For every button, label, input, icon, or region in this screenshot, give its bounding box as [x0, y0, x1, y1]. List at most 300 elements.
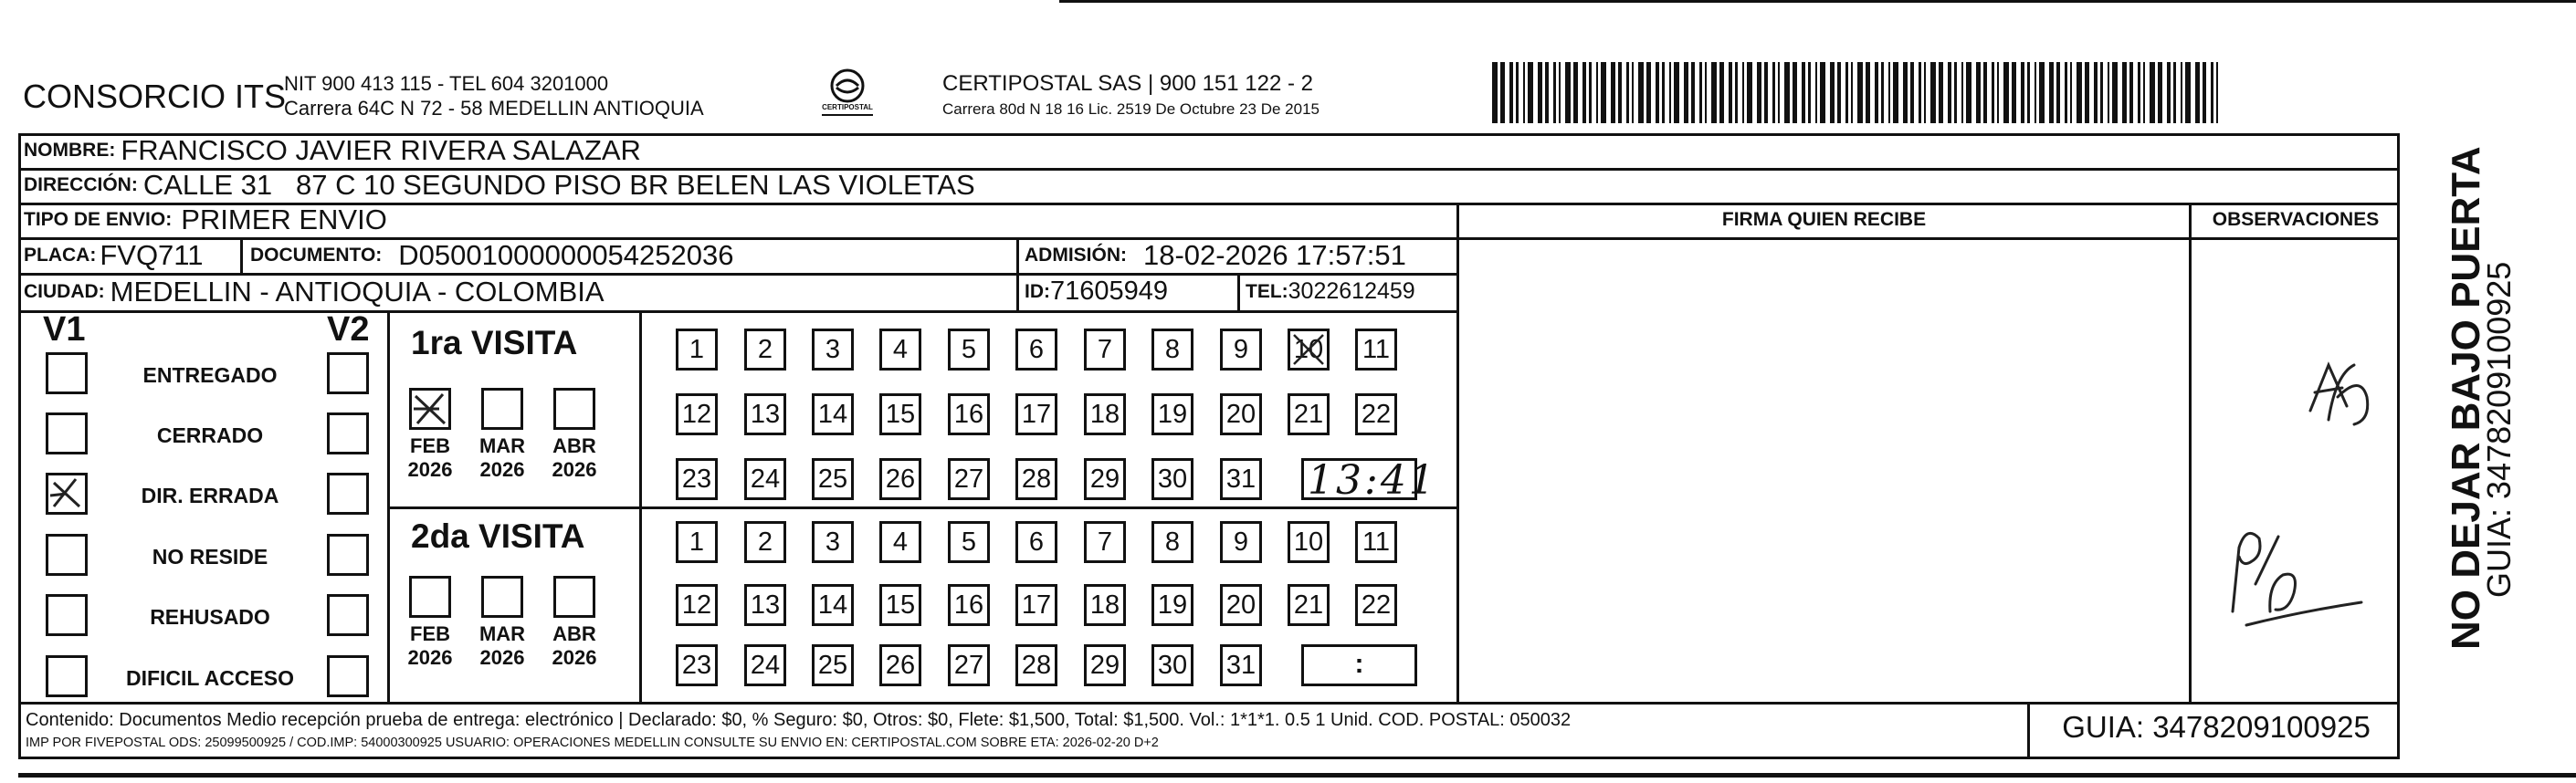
day-cell[interactable]: [879, 329, 921, 371]
barcode-bar: [1596, 62, 1598, 123]
day-number: 13: [750, 590, 781, 620]
barcode-bar: [2195, 62, 2200, 123]
day-number: 11: [1362, 335, 1391, 364]
barcode-bar: [2094, 62, 2098, 123]
barcode-bar: [1559, 62, 1561, 123]
barcode-bar: [2158, 62, 2162, 123]
id-cell: [1025, 273, 1168, 310]
tipo-value: PRIMER ENVIO: [181, 204, 387, 235]
day-number: 8: [1164, 335, 1181, 364]
day-cell[interactable]: [676, 458, 718, 500]
day-cell[interactable]: [879, 393, 921, 435]
day-cell[interactable]: [948, 521, 990, 563]
placa-value: FVQ711: [100, 238, 204, 271]
barcode-bar: [2085, 62, 2089, 123]
day-cell[interactable]: [744, 393, 786, 435]
day-cell[interactable]: [948, 329, 990, 371]
row-line: [18, 310, 1456, 313]
day-number: 29: [1089, 651, 1120, 680]
barcode-bar: [1523, 62, 1525, 123]
day-number: 19: [1157, 590, 1188, 620]
barcode-bar: [1966, 62, 1971, 123]
status-option-label: DIR. ERRADA: [141, 484, 279, 507]
barcode-bar: [1948, 62, 1951, 123]
day-number: 4: [892, 527, 909, 557]
day-number: 7: [1097, 335, 1113, 364]
day-cell[interactable]: [676, 329, 718, 371]
barcode-bar: [1516, 62, 1519, 123]
barcode-bar: [2122, 62, 2127, 123]
month-checkbox[interactable]: [409, 576, 451, 618]
status-option-label: REHUSADO: [150, 605, 270, 629]
barcode-bar: [1729, 62, 1732, 123]
day-number: 5: [961, 335, 977, 364]
v2-checkbox[interactable]: [327, 594, 369, 636]
month-name: ABR: [552, 434, 596, 457]
day-cell[interactable]: [1220, 584, 1262, 626]
day-number: 1: [689, 527, 705, 557]
v1-header: V1: [43, 310, 86, 349]
day-number: 12: [681, 400, 712, 429]
carrier-line-1: CERTIPOSTAL SAS | 900 151 122 - 2: [942, 71, 1313, 96]
tel-label: TEL:: [1246, 280, 1288, 302]
day-number: 6: [1028, 527, 1045, 557]
placa-label: PLACA:: [24, 244, 97, 266]
barcode-bar: [1747, 62, 1752, 123]
day-number: 21: [1293, 590, 1324, 620]
month-year: 2026: [407, 458, 453, 481]
carrier-line-2: Carrera 80d N 18 16 Lic. 2519 De Octubre 23 De 2015: [942, 100, 1320, 118]
ciudad-cell: [24, 273, 605, 310]
day-number: 3: [825, 527, 841, 557]
month-checkbox[interactable]: [481, 388, 523, 430]
v1-checkbox[interactable]: [46, 412, 88, 454]
day-cell[interactable]: [744, 329, 786, 371]
col-line: [2027, 702, 2030, 759]
day-cell[interactable]: [879, 521, 921, 563]
company-line-2: Carrera 64C N 72 - 58 MEDELLIN ANTIOQUIA: [284, 97, 704, 120]
day-cell[interactable]: [1151, 521, 1193, 563]
v2-header: V2: [327, 310, 370, 349]
barcode-bar: [1983, 62, 1987, 123]
day-cell[interactable]: [744, 644, 786, 686]
month-label: [470, 434, 534, 482]
top-edge-line: [1059, 0, 2576, 3]
barcode-bar: [1626, 62, 1629, 123]
day-cell[interactable]: [1015, 521, 1057, 563]
barcode-bar: [1618, 62, 1622, 123]
barcode-bar: [2065, 62, 2067, 123]
barcode-bar: [1565, 62, 1571, 123]
day-cell[interactable]: [1084, 393, 1126, 435]
barcode-bar: [1589, 62, 1592, 123]
day-number: 29: [1089, 465, 1120, 494]
barcode-bar: [1888, 62, 1890, 123]
day-cell[interactable]: [1220, 644, 1262, 686]
logo-text: CERTIPOSTAL: [822, 103, 873, 111]
barcode-bar: [1509, 62, 1513, 123]
day-number: 28: [1021, 651, 1052, 680]
day-cell[interactable]: [676, 393, 718, 435]
barcode-bar: [1538, 62, 1542, 123]
ciudad-value: MEDELLIN - ANTIOQUIA - COLOMBIA: [110, 275, 605, 308]
day-number: 14: [817, 400, 848, 429]
day-cell[interactable]: [1288, 393, 1330, 435]
visit-1-title: 1ra VISITA: [411, 324, 578, 361]
col-line: [1237, 273, 1240, 310]
day-number: 23: [681, 465, 712, 494]
barcode-bar: [2027, 62, 2030, 123]
day-cell[interactable]: [676, 521, 718, 563]
tipo-label: TIPO DE ENVIO:: [24, 209, 173, 230]
day-number: 7: [1097, 527, 1113, 557]
day-number: 20: [1225, 590, 1256, 620]
nombre-row: [24, 133, 641, 168]
barcode-bar: [1808, 62, 1811, 123]
visit-2-title: 2da VISITA: [411, 517, 585, 555]
barcode-bar: [1545, 62, 1549, 123]
day-number: 31: [1225, 465, 1256, 494]
barcode-bar: [1764, 62, 1768, 123]
day-cell[interactable]: [1220, 521, 1262, 563]
day-cell[interactable]: [812, 521, 854, 563]
barcode-bar: [1815, 62, 1817, 123]
nombre-label: NOMBRE:: [24, 140, 116, 161]
day-number: 3: [825, 335, 841, 364]
day-cell[interactable]: [812, 329, 854, 371]
barcode-bar: [1784, 62, 1790, 123]
day-cell[interactable]: [1151, 329, 1193, 371]
barcode-bar: [2012, 62, 2016, 123]
day-cell[interactable]: [744, 458, 786, 500]
day-number: 10: [1293, 335, 1324, 364]
day-number: 18: [1089, 400, 1120, 429]
day-cell[interactable]: [1151, 458, 1193, 500]
day-number: 9: [1233, 335, 1249, 364]
barcode-bar: [1611, 62, 1615, 123]
month-year: 2026: [552, 458, 597, 481]
day-number: 25: [817, 651, 848, 680]
day-cell[interactable]: [812, 393, 854, 435]
day-number: 31: [1225, 651, 1256, 680]
day-cell[interactable]: [1084, 584, 1126, 626]
day-cell[interactable]: [1355, 329, 1397, 371]
direccion-value: CALLE 31 87 C 10 SEGUNDO PISO BR BELEN LAS VIOLETAS: [142, 169, 975, 201]
barcode-bar: [1632, 62, 1634, 123]
barcode-bar: [1919, 62, 1921, 123]
barcode-bar: [1793, 62, 1797, 123]
barcode-bar: [1997, 62, 1999, 123]
v2-checkbox[interactable]: [327, 534, 369, 576]
day-cell[interactable]: [1084, 521, 1126, 563]
barcode-bar: [2039, 62, 2045, 123]
company-name: CONSORCIO ITS: [23, 78, 287, 115]
month-year: 2026: [479, 646, 525, 669]
barcode-bar: [2129, 62, 2133, 123]
barcode-bar: [1674, 62, 1679, 123]
barcode-bar: [1711, 62, 1717, 123]
day-number: 1: [689, 335, 705, 364]
barcode-bar: [1866, 62, 1870, 123]
month-name: FEB: [410, 434, 450, 457]
status-option-label: NO RESIDE: [152, 545, 268, 569]
barcode-bar: [1705, 62, 1707, 123]
day-number: 20: [1225, 400, 1256, 429]
barcode-bar: [2185, 62, 2191, 123]
day-number: 27: [953, 465, 984, 494]
month-checkbox[interactable]: [481, 576, 523, 618]
side-guia: GUIA: 3478209100925: [2480, 261, 2518, 598]
barcode-bar: [2173, 62, 2176, 123]
barcode-bar: [1772, 62, 1775, 123]
barcode-bar: [2150, 62, 2155, 123]
barcode-bar: [1778, 62, 1780, 123]
barcode-bar: [1857, 62, 1863, 123]
day-number: 28: [1021, 465, 1052, 494]
documento-value: D05001000000054252036: [398, 238, 734, 271]
day-cell[interactable]: [879, 584, 921, 626]
day-number: 10: [1293, 527, 1324, 557]
barcode-bar: [1954, 62, 1957, 123]
day-cell[interactable]: [1220, 329, 1262, 371]
barcode-bar: [2138, 62, 2140, 123]
month-name: MAR: [478, 622, 526, 645]
day-cell[interactable]: [1084, 644, 1126, 686]
visit-1-time-box[interactable]: [1301, 457, 1437, 504]
v2-checkbox[interactable]: [327, 352, 369, 394]
barcode-bar: [1684, 62, 1688, 123]
month-label: [542, 622, 606, 670]
day-cell[interactable]: [1015, 584, 1057, 626]
barcode-bar: [1573, 62, 1578, 123]
day-cell[interactable]: [1015, 329, 1057, 371]
barcode-bar: [1837, 62, 1841, 123]
barcode-bar: [1939, 62, 1943, 123]
day-number: 14: [817, 590, 848, 620]
barcode-bar: [2167, 62, 2171, 123]
status-option-label: CERRADO: [156, 423, 264, 447]
day-number: 12: [681, 590, 712, 620]
day-cell[interactable]: [676, 584, 718, 626]
barcode-bar: [1961, 62, 1963, 123]
day-number: 8: [1164, 527, 1181, 557]
day-cell[interactable]: [1151, 393, 1193, 435]
day-cell[interactable]: [812, 458, 854, 500]
month-year: 2026: [552, 646, 597, 669]
day-cell[interactable]: [1288, 584, 1330, 626]
day-cell[interactable]: [744, 521, 786, 563]
barcode-bar: [2181, 62, 2182, 123]
month-year: 2026: [479, 458, 525, 481]
barcode-bar: [2003, 62, 2009, 123]
day-number: 2: [757, 527, 773, 557]
day-number: 13: [750, 400, 781, 429]
day-check-mark: [1290, 331, 1327, 378]
month-label: [398, 434, 462, 482]
barcode-bar: [1757, 62, 1761, 123]
barcode-bar: [2070, 62, 2072, 123]
direccion-label: DIRECCIÓN:: [24, 174, 138, 195]
barcode-bar: [2077, 62, 2082, 123]
admision-value: 18-02-2026 17:57:51: [1143, 238, 1406, 271]
tipo-row: [24, 203, 387, 237]
row-line: [387, 506, 1456, 509]
col-line: [1016, 237, 1019, 310]
day-number: 5: [961, 527, 977, 557]
barcode: [1492, 62, 2219, 123]
barcode-bar: [1646, 62, 1651, 123]
tel-cell: [1246, 273, 1415, 310]
day-number: 23: [681, 651, 712, 680]
day-cell[interactable]: [948, 644, 990, 686]
barcode-bar: [1669, 62, 1671, 123]
v1-checkbox[interactable]: [46, 594, 88, 636]
day-cell[interactable]: [879, 644, 921, 686]
day-number: 17: [1021, 590, 1052, 620]
tel-value: 3022612459: [1288, 278, 1415, 304]
admision-label: ADMISIÓN:: [1025, 244, 1127, 266]
day-cell[interactable]: [948, 584, 990, 626]
visit-1-time: 13:41: [1308, 457, 1437, 504]
month-checkbox[interactable]: [409, 388, 451, 430]
day-cell[interactable]: [1220, 458, 1262, 500]
placa-cell: [24, 237, 203, 273]
row-line: [18, 702, 2400, 705]
footer-line-1: Contenido: Documentos Medio recepción prueba de entrega: electrónico | Declarado: $0, % Seguro: $0, Otros: $0, Flete: $1,500, Total: $1,500. Vol.: 1*1*1. 0.5 1 Unid. COD. POSTAL: 050032: [26, 710, 1572, 730]
barcode-bar: [1699, 62, 1702, 123]
v1-checkbox[interactable]: [46, 352, 88, 394]
v1-checkbox[interactable]: [46, 655, 88, 697]
day-number: 30: [1157, 465, 1188, 494]
barcode-bar: [2143, 62, 2145, 123]
barcode-bar: [1500, 62, 1505, 123]
barcode-bar: [1903, 62, 1908, 123]
v2-checkbox[interactable]: [327, 412, 369, 454]
month-label: [398, 622, 462, 670]
month-checkbox[interactable]: [553, 576, 595, 618]
footer-line-2: IMP POR FIVEPOSTAL ODS: 25099500925 / COD.IMP: 54000300925 USUARIO: OPERACIONES MEDELLIN CONSULTE SU ENVIO EN: CERTIPOSTAL.COM SOBRE ETA: 2026-02-20 D+2: [26, 736, 1159, 750]
day-cell[interactable]: [1015, 393, 1057, 435]
visit-2-time: :: [1354, 649, 1364, 679]
day-number: 24: [750, 465, 781, 494]
ciudad-label: CIUDAD:: [24, 280, 105, 302]
barcode-bar: [1528, 62, 1533, 123]
barcode-bar: [1582, 62, 1586, 123]
day-number: 6: [1028, 335, 1045, 364]
barcode-bar: [2049, 62, 2054, 123]
day-number: 19: [1157, 400, 1188, 429]
day-cell[interactable]: [1220, 393, 1262, 435]
day-cell[interactable]: [879, 458, 921, 500]
day-number: 24: [750, 651, 781, 680]
day-cell[interactable]: [1084, 458, 1126, 500]
day-cell[interactable]: [948, 458, 990, 500]
status-option-label: ENTREGADO: [142, 363, 278, 387]
day-cell[interactable]: [812, 584, 854, 626]
status-option-label: DIFICIL ACCESO: [125, 666, 294, 690]
day-number: 25: [817, 465, 848, 494]
barcode-bar: [1820, 62, 1825, 123]
month-name: ABR: [552, 622, 596, 645]
day-cell[interactable]: [1015, 644, 1057, 686]
month-checkbox[interactable]: [553, 388, 595, 430]
v2-checkbox[interactable]: [327, 473, 369, 515]
barcode-bar: [1735, 62, 1738, 123]
v1-checkbox[interactable]: [46, 534, 88, 576]
barcode-bar: [2108, 62, 2109, 123]
barcode-bar: [1601, 62, 1606, 123]
barcode-bar: [1930, 62, 1936, 123]
observation-handwriting: [2192, 310, 2400, 657]
barcode-bar: [1742, 62, 1744, 123]
day-cell[interactable]: [1355, 521, 1397, 563]
barcode-bar: [1992, 62, 1994, 123]
documento-label: DOCUMENTO:: [250, 244, 383, 266]
barcode-bar: [1875, 62, 1878, 123]
day-cell[interactable]: [1355, 584, 1397, 626]
day-cell[interactable]: [1151, 584, 1193, 626]
barcode-bar: [1830, 62, 1835, 123]
company-line-1: NIT 900 413 115 - TEL 604 3201000: [284, 72, 609, 95]
barcode-bar: [1910, 62, 1914, 123]
footer-guia: GUIA: 3478209100925: [2062, 710, 2371, 744]
barcode-bar: [1691, 62, 1695, 123]
month-year: 2026: [407, 646, 453, 669]
col-line: [1456, 203, 1459, 702]
day-cell[interactable]: [1288, 521, 1330, 563]
v1-checkbox[interactable]: [46, 473, 88, 515]
barcode-bar: [1638, 62, 1644, 123]
barcode-bar: [1976, 62, 1981, 123]
day-cell[interactable]: [812, 644, 854, 686]
admision-cell: [1025, 237, 1406, 273]
day-number: 4: [892, 335, 909, 364]
day-cell[interactable]: [1355, 393, 1397, 435]
day-cell[interactable]: [1084, 329, 1126, 371]
day-cell[interactable]: [676, 644, 718, 686]
certipostal-logo: [815, 68, 880, 120]
day-cell[interactable]: [1288, 329, 1330, 371]
side-warning: NO DEJAR BAJO PUERTA: [2444, 146, 2488, 650]
observaciones-header: OBSERVACIONES: [2212, 209, 2380, 230]
month-name: MAR: [478, 434, 526, 457]
day-cell[interactable]: [1151, 644, 1193, 686]
day-number: 2: [757, 335, 773, 364]
nombre-value: FRANCISCO JAVIER RIVERA SALAZAR: [121, 134, 641, 166]
id-label: ID:: [1025, 280, 1050, 302]
barcode-bar: [2112, 62, 2118, 123]
bottom-edge-line: [18, 773, 2576, 778]
barcode-bar: [2056, 62, 2060, 123]
barcode-bar: [1656, 62, 1659, 123]
barcode-bar: [2100, 62, 2103, 123]
day-number: 22: [1361, 590, 1392, 620]
day-number: 11: [1362, 527, 1391, 557]
visit-2-time-box[interactable]: [1301, 644, 1417, 686]
v2-checkbox[interactable]: [327, 655, 369, 697]
day-number: 27: [953, 651, 984, 680]
day-cell[interactable]: [744, 584, 786, 626]
barcode-bar: [1662, 62, 1665, 123]
firma-header: FIRMA QUIEN RECIBE: [1721, 209, 1927, 230]
documento-cell: [250, 237, 733, 273]
barcode-bar: [1924, 62, 1926, 123]
barcode-bar: [2035, 62, 2036, 123]
day-cell[interactable]: [948, 393, 990, 435]
month-label: [542, 434, 606, 482]
day-cell[interactable]: [1015, 458, 1057, 500]
month-label: [470, 622, 534, 670]
